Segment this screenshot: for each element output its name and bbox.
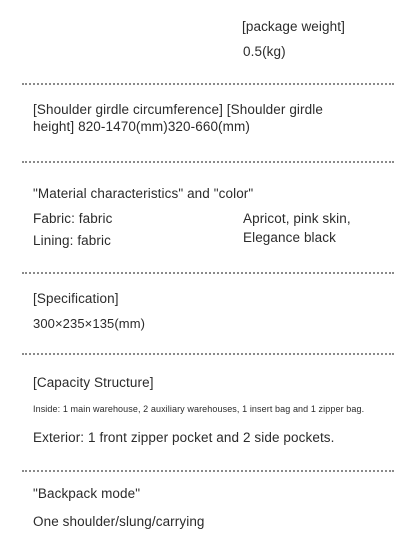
section-divider — [22, 353, 394, 355]
specification-value: 300×235×135(mm) — [33, 316, 146, 331]
backpack-mode-heading: "Backpack mode" — [33, 486, 141, 501]
specification-heading: [Specification] — [33, 291, 119, 306]
package-weight-value: 0.5(kg) — [243, 44, 286, 59]
section-divider — [22, 161, 394, 163]
material-colors-line2: Elegance black — [243, 230, 336, 245]
package-weight-label: [package weight] — [242, 19, 345, 34]
shoulder-girdle-line1: [Shoulder girdle circumference] [Shoulder girdle — [33, 102, 323, 117]
capacity-exterior: Exterior: 1 front zipper pocket and 2 side pockets. — [33, 430, 335, 445]
section-divider — [22, 83, 394, 85]
backpack-mode-value: One shoulder/slung/carrying — [33, 514, 205, 529]
capacity-heading: [Capacity Structure] — [33, 375, 154, 390]
shoulder-girdle-line2: height] 820-1470(mm)320-660(mm) — [33, 119, 250, 134]
material-colors-line1: Apricot, pink skin, — [243, 211, 351, 226]
section-divider — [22, 470, 394, 472]
material-lining: Lining: fabric — [33, 233, 111, 248]
material-heading: "Material characteristics" and "color" — [33, 186, 254, 201]
material-fabric: Fabric: fabric — [33, 211, 113, 226]
section-divider — [22, 272, 394, 274]
capacity-inside: Inside: 1 main warehouse, 2 auxiliary warehouses, 1 insert bag and 1 zipper bag. — [33, 404, 365, 414]
